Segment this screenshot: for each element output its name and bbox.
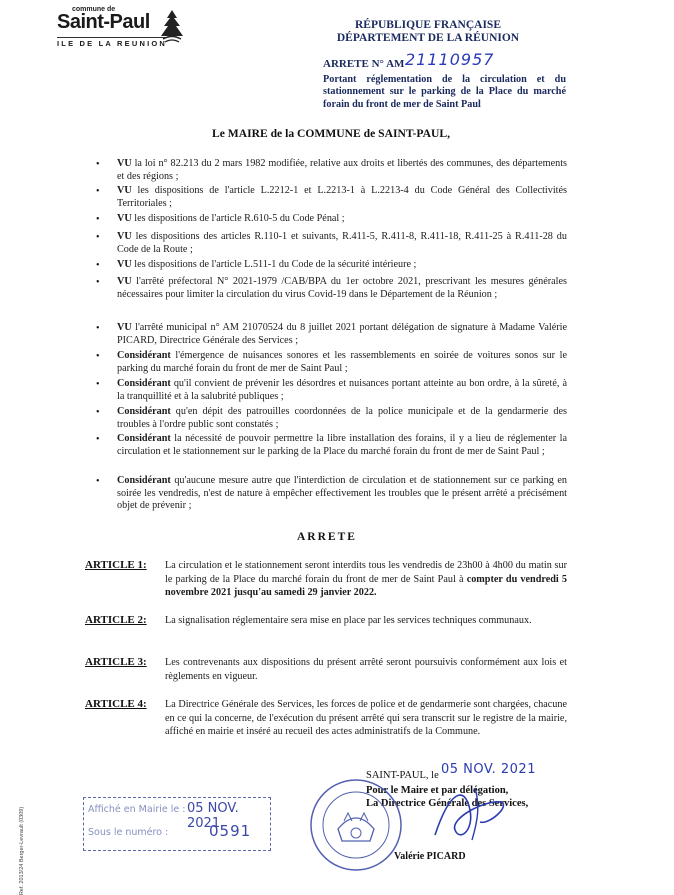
logo-subtitle: ILE DE LA REUNION xyxy=(57,39,168,48)
considerant-item xyxy=(117,259,567,272)
bullet-icon: • xyxy=(96,323,100,334)
bullet-icon: • xyxy=(96,260,100,271)
logo-name: Saint-Paul xyxy=(57,11,150,33)
stamp-affiche-label: Affiché en Mairie le : xyxy=(88,804,186,815)
considerant-lead: VU xyxy=(117,213,132,224)
considerant-lead: Considérant xyxy=(117,350,171,361)
stamp-affiche-date: 05 NOV. 2021 xyxy=(187,801,239,831)
considerant-lead: VU xyxy=(117,158,132,169)
article-label: ARTICLE 4: xyxy=(85,698,147,710)
signature-title-line: La Directrice Générale des Services, xyxy=(366,798,529,809)
arrete-title: ARRETE xyxy=(297,531,357,543)
considerant-lead: Considérant xyxy=(117,378,171,389)
bullet-icon: • xyxy=(96,214,100,225)
article-label: ARTICLE 3: xyxy=(85,656,147,668)
article-body: La Directrice Générale des Services, les forces de police et de gendarmerie sont chargées, chacune en ce qui la concerne, de l'exécution du présent arrêté qui sera transcrit sur le registre de la mairie, affiché en mairie et inséré au recueil des actes administratifs de la Commune. xyxy=(165,699,567,737)
bullet-icon: • xyxy=(96,434,100,445)
bullet-icon: • xyxy=(96,351,100,362)
header-republique: RÉPUBLIQUE FRANÇAISE xyxy=(354,19,501,31)
considerant-item xyxy=(117,322,567,347)
considerant-item xyxy=(117,350,567,375)
logo-commune-label: commune de xyxy=(72,6,116,13)
article-body: La circulation et le stationnement seront interdits tous les vendredis de 23h00 à 4h00 du matin sur le parking de la Place du marché forain du front de mer de Saint Paul à xyxy=(165,560,567,585)
maire-heading: Le MAIRE de la COMMUNE de SAINT-PAUL, xyxy=(212,127,450,140)
article-text xyxy=(165,656,567,683)
considerant-text: la loi n° 82.213 du 2 mars 1982 modifiée, relative aux droits et libertés des communes, des départements et des régions ; xyxy=(117,158,567,182)
logo-emblem-icon xyxy=(157,8,187,49)
header-departement: DÉPARTEMENT DE LA RÉUNION xyxy=(336,32,520,44)
considerant-item xyxy=(117,378,567,403)
considerant-item xyxy=(117,231,567,256)
municipal-seal-icon xyxy=(308,777,404,878)
considerant-text: l'arrêté municipal n° AM 21070524 du 8 juillet 2021 portant délégation de signature à Madame Valérie PICARD, Directrice Générale des Services ; xyxy=(117,322,567,346)
article-text xyxy=(165,614,567,628)
article-text xyxy=(165,559,567,600)
considerant-text: la nécessité de pouvoir permettre la libre installation des forains, il y a lieu de réglementer la circulation et le stationnement sur le parking de la Place du marché forain du front de mer de Saint Paul ; xyxy=(117,433,567,457)
arrete-subject: Portant réglementation de la circulation et du stationnement sur le parking de la Place du marché forain du front de mer de Saint Paul xyxy=(323,74,566,110)
considerant-text: qu'aucune mesure autre que l'interdiction de circulation et de stationnement sur ce parking en soirée les vendredis, n'est de nature à empêcher effectivement les troubles que le présent arrêté a précisément objet de prévenir ; xyxy=(117,475,567,511)
considerant-lead: VU xyxy=(117,185,132,196)
considerant-text: les dispositions de l'article R.610-5 du Code Pénal ; xyxy=(131,213,345,224)
signature-date-stamp: 05 NOV. 2021 xyxy=(441,762,536,777)
considerant-text: l'émergence de nuisances sonores et les rassemblements en soirée de voitures sonos sur le parking du marché forain du front de mer de Saint Paul ; xyxy=(117,350,567,374)
article-emphasis: compter du vendredi 5 novembre 2021 jusqu'au samedi 29 janvier 2022. xyxy=(165,573,568,598)
considerant-text: qu'en dépit des patrouilles coordonnées de la police municipale et de la gendarmerie des troubles à l'ordre public sont constatés ; xyxy=(117,406,567,430)
considerant-lead: VU xyxy=(117,276,132,287)
arrete-number-handwritten: 21110957 xyxy=(405,50,495,69)
stamp-numero-label: Sous le numéro : xyxy=(88,827,169,838)
signature-place: SAINT-PAUL, le xyxy=(366,770,439,781)
considerant-lead: VU xyxy=(117,231,132,242)
article-body: La signalisation réglementaire sera mise en place par les services techniques communaux. xyxy=(165,615,532,626)
bullet-icon: • xyxy=(96,476,100,487)
bullet-icon: • xyxy=(96,232,100,243)
considerant-lead: Considérant xyxy=(117,433,171,444)
considerant-text: les dispositions de l'article L.2212-1 et L.2213-1 à L.2213-4 du Code Général des Collectivités Territoriales ; xyxy=(117,185,567,209)
article-label: ARTICLE 2: xyxy=(85,614,147,626)
considerant-item xyxy=(117,475,567,513)
considerant-lead: Considérant xyxy=(117,475,171,486)
affichage-stamp xyxy=(83,797,271,851)
bullet-icon: • xyxy=(96,186,100,197)
bullet-icon: • xyxy=(96,407,100,418)
considerant-text: qu'il convient de prévenir les désordres et nuisances portant atteinte au bon ordre, à la sûreté, à la tranquillité et à la salubrité publiques ; xyxy=(117,378,567,402)
considerant-lead: VU xyxy=(117,322,132,333)
bullet-icon: • xyxy=(96,379,100,390)
article-text xyxy=(165,698,567,739)
considerant-text: l'arrêté préfectoral N° 2021-1979 /CAB/BPA du 1er octobre 2021, prescrivant les mesures générales nécessaires pour limiter la circulation du virus Covid-19 dans le Département de la Réunion ; xyxy=(117,276,567,300)
stamp-numero-value: 0591 xyxy=(209,822,252,840)
signatory-name: Valérie PICARD xyxy=(394,851,466,862)
arrete-number-label: ARRETE N° AM xyxy=(323,58,405,70)
considerant-lead: Considérant xyxy=(117,406,171,417)
considerant-item xyxy=(117,185,567,210)
considerant-item xyxy=(117,276,567,301)
article-label: ARTICLE 1: xyxy=(85,559,147,571)
signature-delegation-line: Pour le Maire et par délégation, xyxy=(366,785,509,796)
considerant-text: les dispositions de l'article L.511-1 du Code de la sécurité intérieure ; xyxy=(131,259,417,270)
considerant-item xyxy=(117,406,567,431)
considerant-lead: VU xyxy=(117,259,132,270)
considerant-text: les dispositions des articles R.110-1 et suivants, R.411-5, R.411-8, R.411-18, R.411-25 à R.411-28 du Code de la Route ; xyxy=(117,231,567,255)
considerant-item xyxy=(117,433,567,458)
bullet-icon: • xyxy=(96,277,100,288)
bullet-icon: • xyxy=(96,159,100,170)
handwritten-signature-icon xyxy=(430,780,520,855)
article-body: Les contrevenants aux dispositions du présent arrêté seront poursuivis conformément aux lois et règlements en vigueur. xyxy=(165,657,567,682)
considerant-item xyxy=(117,158,567,183)
considerant-item xyxy=(117,213,567,226)
printer-reference: Ref. 2013/24 Berger-Levrault (0309) xyxy=(19,806,26,895)
